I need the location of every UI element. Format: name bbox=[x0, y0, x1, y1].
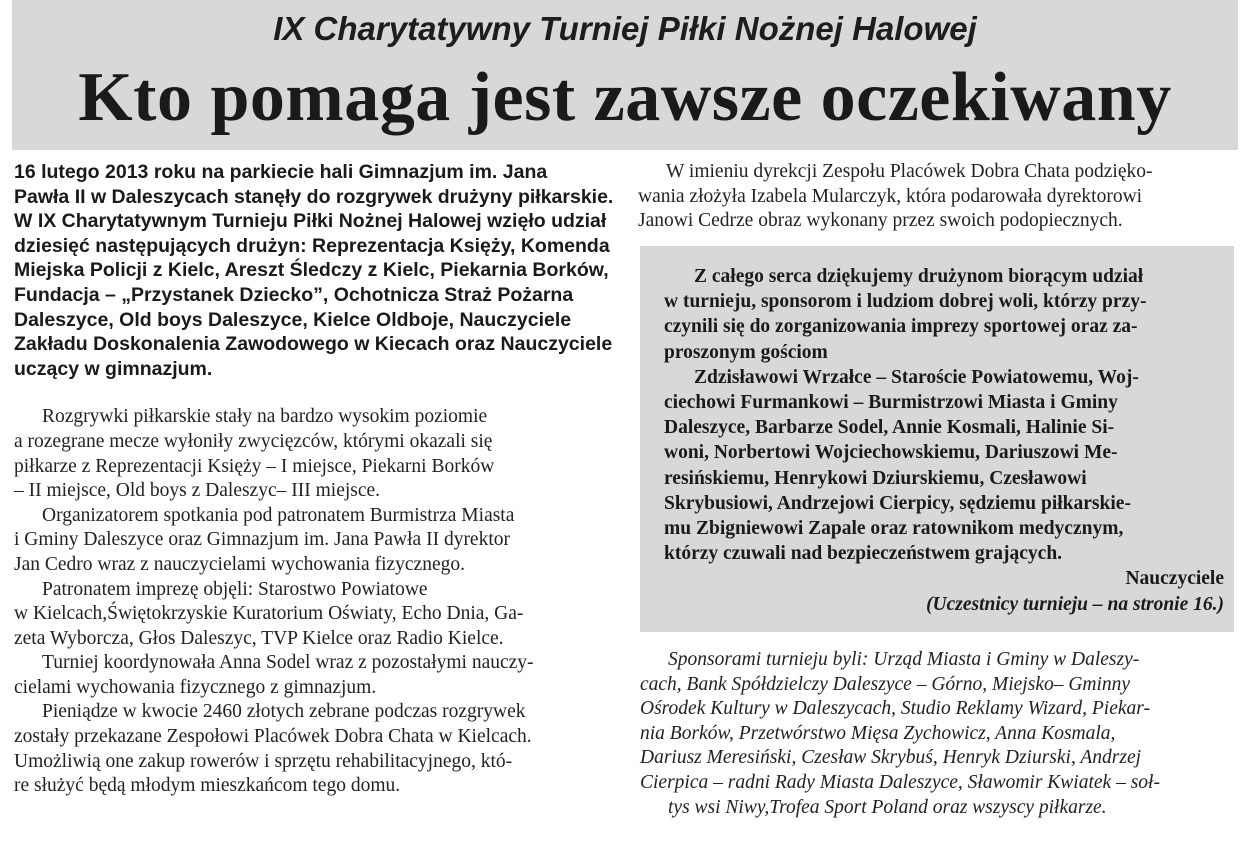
lead-line: dziesięć następujących drużyn: Reprezentacja Księży, Komenda bbox=[14, 234, 610, 257]
body-paragraph-patronage bbox=[14, 578, 612, 652]
body-paragraph-funds bbox=[14, 700, 612, 798]
body-line: Patronatem imprezę objęli: Starostwo Powiatowe bbox=[42, 578, 428, 600]
right-column bbox=[638, 160, 1240, 234]
body-line: a rozegrane mecze wyłoniły zwycięzców, którymi okazali się bbox=[14, 430, 493, 452]
lead-line: Zakładu Doskonalenia Zawodowego w Kiecach oraz Nauczyciele bbox=[14, 333, 613, 356]
thanks-line: Zdzisławowi Wrzałce – Staroście Powiatowemu, Woj- bbox=[694, 366, 1139, 388]
thanks-line: ciechowi Furmankowi – Burmistrzowi Miasta i Gminy bbox=[664, 392, 1118, 414]
thanks-names bbox=[664, 365, 1224, 567]
thanks-line: mu Zbigniewowi Zapale oraz ratownikom medycznym, bbox=[664, 518, 1124, 540]
body-line: i Gminy Daleszyce oraz Gimnazjum im. Jana Pawła II dyrektor bbox=[14, 529, 511, 551]
body-line: Turniej koordynowała Anna Sodel wraz z pozostałymi nauczy- bbox=[42, 652, 534, 674]
body-line: w Kielcach,Świętokrzyskie Kuratorium Oświaty, Echo Dnia, Ga- bbox=[14, 603, 524, 625]
thanks-line: resińskiemu, Henrykowi Dziurskiemu, Czesławowi bbox=[664, 467, 1087, 489]
sponsors-line: tys wsi Niwy,Trofea Sport Poland oraz wszyscy piłkarze. bbox=[668, 796, 1107, 818]
body-line: zostały przekazane Zespołowi Placówek Dobra Chata w Kielcach. bbox=[14, 726, 532, 748]
thanks-line: Z całego serca dziękujemy drużynom biorącym udział bbox=[694, 266, 1144, 287]
sponsors-line: Sponsorami turnieju byli: Urząd Miasta i Gminy w Daleszy- bbox=[668, 649, 1140, 670]
body-paragraph-coordinator bbox=[14, 651, 612, 700]
signature: Nauczyciele bbox=[1125, 568, 1224, 590]
lead-line: Fundacja – „Przystanek Dziecko”, Ochotnicza Straż Pożarna bbox=[14, 283, 574, 306]
body-paragraph-gratitude bbox=[638, 160, 1240, 234]
body-line: cielami wychowania fizycznego z gimnazjum. bbox=[14, 676, 377, 698]
sponsors-line: cach, Bank Spółdzielczy Daleszyce – Górno, Miejsko– Gminny bbox=[640, 673, 1131, 695]
thanks-line: w turnieju, sponsorom i ludziom dobrej woli, którzy przy- bbox=[664, 291, 1147, 313]
article-title: Kto pomaga jest zawsze oczekiwany bbox=[78, 59, 1172, 136]
sponsors-paragraph bbox=[640, 648, 1234, 820]
body-line: zeta Wyborcza, Głos Daleszyc, TVP Kielce oraz Radio Kielce. bbox=[14, 627, 504, 649]
lead-paragraph bbox=[14, 160, 612, 381]
body-line: Organizatorem spotkania pod patronatem Burmistrza Miasta bbox=[42, 504, 515, 526]
sponsors-line: Ośrodek Kultury w Daleszycach, Studio Reklamy Wizard, Piekar- bbox=[640, 698, 1150, 720]
body-line: Umożliwią one zakup rowerów i sprzętu rehabilitacyjnego, któ- bbox=[14, 750, 513, 772]
lead-line: Daleszyce, Old boys Daleszyce, Kielce Oldboje, Nauczyciele bbox=[14, 308, 572, 331]
lead-line: uczący w gimnazjum. bbox=[14, 357, 213, 380]
thanks-line: którzy czuwali nad bezpieczeństwem grających. bbox=[664, 543, 1063, 565]
body-line: Rozgrywki piłkarskie stały na bardzo wysokim poziomie bbox=[42, 406, 488, 428]
sponsors-line: nia Borków, Przetwórstwo Mięsa Zychowicz, Anna Kosmala, bbox=[640, 722, 1116, 744]
thanks-text bbox=[664, 264, 1224, 617]
lead-line: 16 lutego 2013 roku na parkiecie hali Gimnazjum im. Jana bbox=[14, 161, 548, 183]
lead-line: Miejska Policji z Kielc, Areszt Śledczy z Kielc, Piekarnia Borków, bbox=[14, 259, 609, 282]
body-line: Pieniądze w kwocie 2460 złotych zebrane podczas rozgrywek bbox=[42, 701, 526, 723]
body-line: Jan Cedro wraz z nauczycielami wychowania fizycznego. bbox=[14, 553, 465, 575]
body-line: wania złożyła Izabela Mularczyk, która podarowała dyrektorowi bbox=[638, 185, 1143, 207]
thanks-line: czynili się do zorganizowania imprezy sportowej oraz za- bbox=[664, 316, 1138, 338]
lead-line: Pawła II w Daleszycach stanęły do rozgrywek drużyny piłkarskie. bbox=[14, 185, 614, 208]
body-line: re służyć będą młodym mieszkańcom tego domu. bbox=[14, 775, 401, 797]
body-paragraph-results bbox=[14, 405, 612, 503]
thanks-line: Skrybusiowi, Andrzejowi Cierpicy, sędziemu piłkarskie- bbox=[664, 492, 1131, 514]
lead-line: W IX Charytatywnym Turnieju Piłki Nożnej Halowej wzięło udział bbox=[14, 210, 607, 233]
article-header bbox=[12, 0, 1238, 150]
body-line: W imieniu dyrekcji Zespołu Placówek Dobra Chata podzięko- bbox=[666, 161, 1153, 182]
left-column bbox=[14, 160, 612, 799]
body-paragraph-organizer bbox=[14, 504, 612, 578]
body-line: piłkarze z Reprezentacji Księży – I miejsce, Piekarni Borków bbox=[14, 455, 495, 477]
sponsors-line: Dariusz Meresiński, Czesław Skrybuś, Henryk Dziurski, Andrzej bbox=[640, 747, 1142, 769]
thanks-line: woni, Norbertowi Wojciechowskiemu, Dariuszowi Me- bbox=[664, 442, 1118, 464]
sponsors-line: Cierpica – radni Rady Miasta Daleszyce, Sławomir Kwiatek – soł- bbox=[640, 771, 1160, 793]
thanks-line: proszonym gościom bbox=[664, 341, 828, 363]
thanks-intro bbox=[664, 264, 1224, 365]
body-line: – II miejsce, Old boys z Daleszyc– III miejsce. bbox=[14, 480, 381, 502]
thanks-box bbox=[640, 246, 1234, 632]
page-reference-note: (Uczestnicy turnieju – na stronie 16.) bbox=[926, 593, 1224, 615]
thanks-line: Daleszyce, Barbarze Sodel, Annie Kosmali, Halinie Si- bbox=[664, 417, 1115, 439]
body-line: Janowi Cedrze obraz wykonany przez swoich podopiecznych. bbox=[638, 210, 1123, 232]
article-subtitle: IX Charytatywny Turniej Piłki Nożnej Halowej bbox=[273, 10, 977, 47]
